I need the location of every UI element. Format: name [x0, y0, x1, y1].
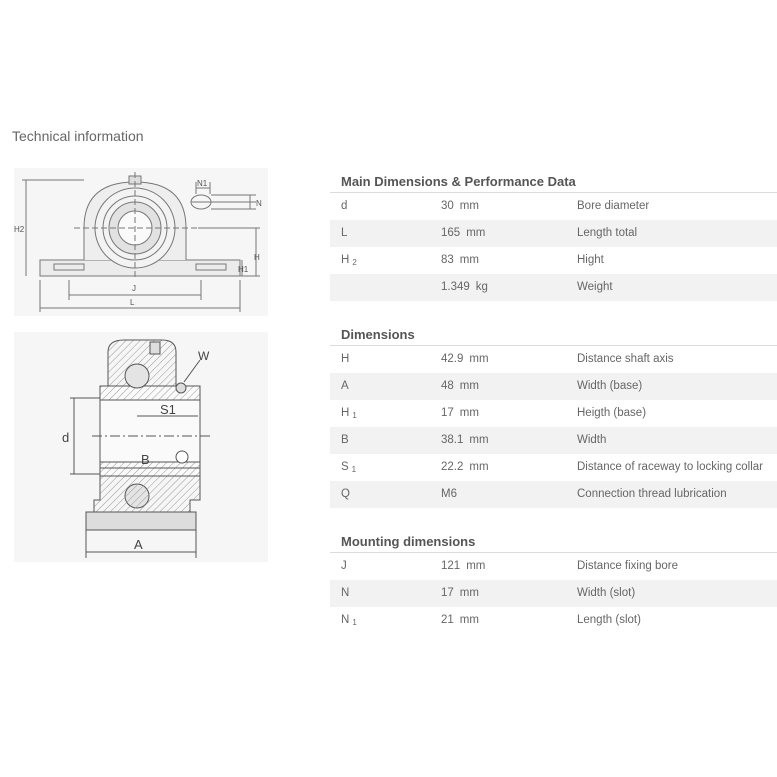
row-symbol: H $_2$ [341, 254, 357, 267]
row-description: Distance fixing bore [577, 560, 678, 572]
row-value: 42.9 mm [441, 353, 489, 365]
table-row [330, 481, 777, 508]
row-description: Connection thread lubrication [577, 488, 727, 500]
row-value: 17 mm [441, 407, 479, 419]
row-symbol: Q [341, 488, 350, 500]
row-description: Weight [577, 281, 613, 293]
row-description: Width [577, 434, 607, 446]
row-symbol: N [341, 587, 350, 599]
row-value: 48 mm [441, 380, 479, 392]
table-row [330, 553, 777, 580]
table-row [330, 607, 777, 634]
w-label: W [198, 349, 210, 363]
row-description: Heigth (base) [577, 407, 647, 419]
h2-label: H2 [14, 225, 25, 234]
row-symbol: A [341, 380, 349, 392]
section-view-drawing [14, 332, 268, 562]
table-row [330, 220, 777, 247]
row-symbol: J [341, 560, 347, 572]
n1-label: N1 [197, 179, 208, 188]
row-description: Hight [577, 254, 604, 266]
a-label: A [134, 537, 143, 552]
section-main-dimensions [330, 164, 777, 301]
row-symbol: S $_1$ [341, 461, 357, 474]
h-label: H [254, 253, 260, 262]
l-label: L [130, 298, 135, 307]
section-dimensions [330, 317, 777, 508]
d-label: d [62, 430, 70, 445]
s1-label: S1 [160, 402, 176, 417]
n-label: N [256, 199, 262, 208]
table-row [330, 247, 777, 274]
j-label: J [132, 284, 136, 293]
row-symbol: H $_1$ [341, 407, 357, 420]
section-title: Main Dimensions & Performance Data [330, 164, 777, 193]
front-view-drawing [14, 168, 268, 316]
row-description: Length (slot) [577, 614, 641, 626]
row-symbol: N $_1$ [341, 614, 357, 627]
row-symbol: H [341, 353, 350, 365]
row-value: 22.2 mm [441, 461, 489, 473]
section-mounting-dimensions [330, 524, 777, 634]
row-value: 83 mm [441, 254, 479, 266]
row-value: 165 mm [441, 227, 486, 239]
row-value: 21 mm [441, 614, 479, 626]
row-description: Length total [577, 227, 638, 239]
page-title: Technical information [12, 128, 144, 144]
row-description: Bore diameter [577, 200, 650, 212]
b-label: B [141, 452, 150, 467]
row-value: 121 mm [441, 560, 486, 572]
table-row [330, 274, 777, 301]
table-row [330, 427, 777, 454]
table-row [330, 373, 777, 400]
row-description: Width (base) [577, 380, 643, 392]
table-row [330, 454, 777, 481]
row-description: Distance shaft axis [577, 353, 674, 365]
row-value: 30 mm [441, 200, 479, 212]
row-symbol: L [341, 227, 348, 239]
row-symbol: B [341, 434, 349, 446]
specification-tables [330, 164, 777, 650]
table-row [330, 580, 777, 607]
row-symbol: d [341, 200, 348, 212]
row-description: Distance of raceway to locking collar [577, 461, 763, 473]
row-value: 17 mm [441, 587, 479, 599]
row-value: 38.1 mm [441, 434, 489, 446]
row-value: 1.349 kg [441, 281, 488, 293]
table-row [330, 346, 777, 373]
row-symbol [341, 274, 344, 303]
h1-label: H1 [238, 265, 249, 274]
section-title: Dimensions [330, 317, 777, 346]
table-row [330, 400, 777, 427]
section-title: Mounting dimensions [330, 524, 777, 553]
row-value: M6 [441, 488, 457, 500]
table-row [330, 193, 777, 220]
row-description: Width (slot) [577, 587, 636, 599]
